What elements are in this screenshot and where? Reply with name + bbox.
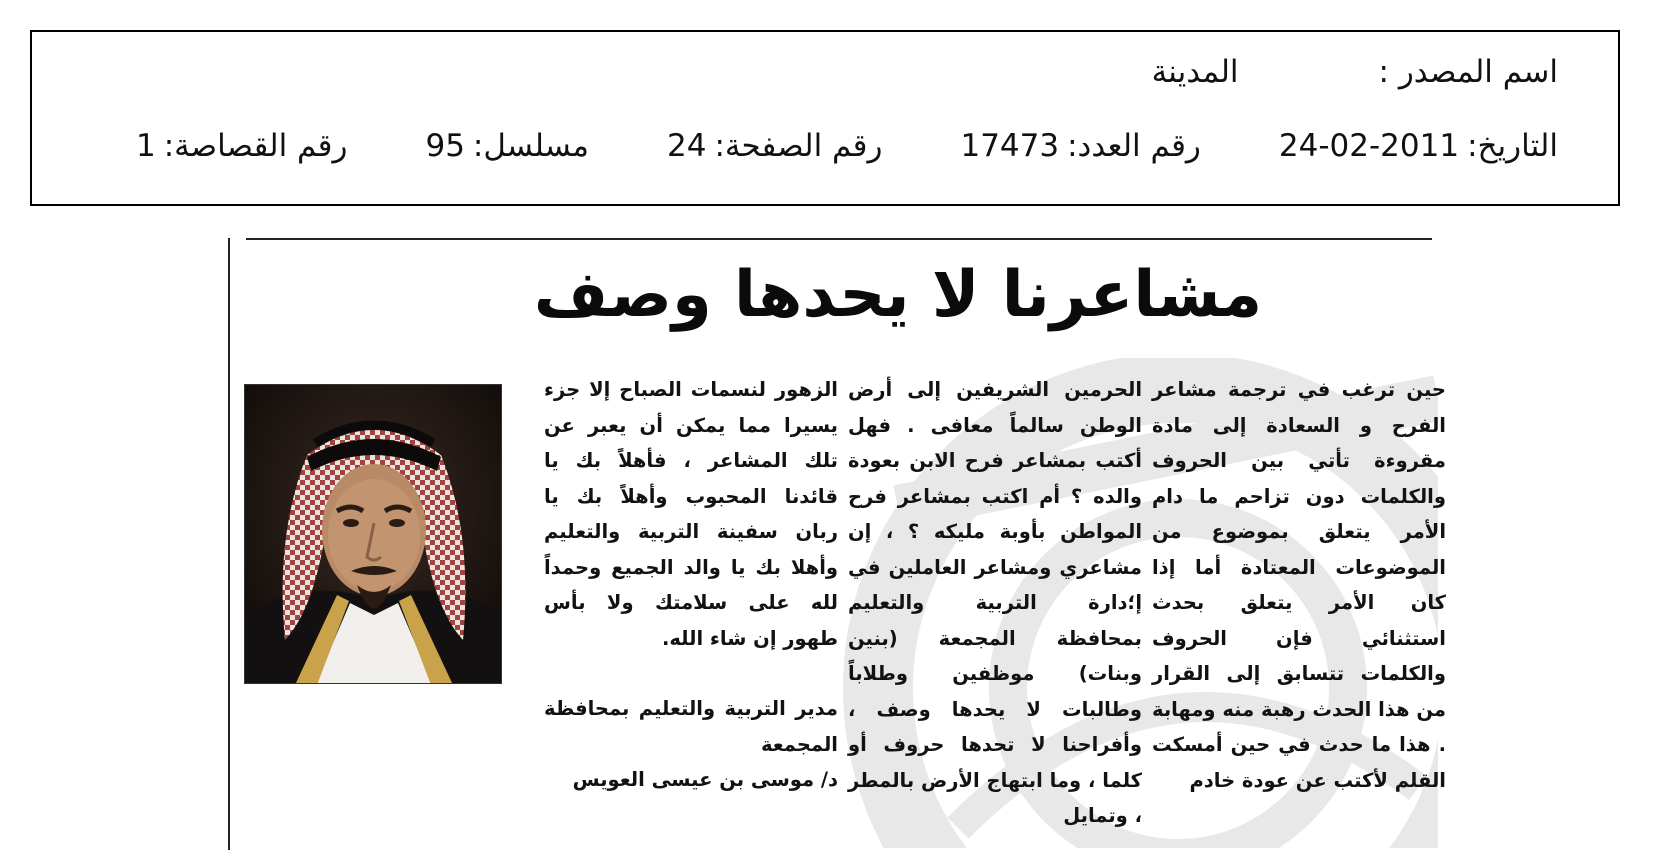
metadata-row-source <box>92 54 1558 90</box>
author-portrait-photo <box>244 384 502 684</box>
article-column-3 <box>544 372 838 798</box>
author-name: د/ موسى بن عيسى العويس <box>572 768 838 791</box>
article-column-1 <box>1152 372 1446 798</box>
clip-number-field <box>136 128 347 164</box>
metadata-row-details <box>92 128 1558 164</box>
source-value: المدينة <box>1151 54 1239 90</box>
clip-number-value: 1 <box>136 128 156 164</box>
clipping-top-rule <box>246 238 1432 240</box>
portrait-photo-icon <box>245 385 502 684</box>
article-paragraph: الحرمين الشريفين إلى أرض الوطن سالماً معافى . فهل أكتب بمشاعر فرح الابن بعودة والده ؟ أم اكتب بمشاعر فرح المواطن بأوبة مليكه ؟ ، إن مشاعري ومشاعر العاملين في إ؛دارة التربية والتعليم بمحافظة المجمعة (بنين وبنات) موظفين وطلاباً وطالبات لا يحدها وصف ، وأفراحنا لا تحدها حروف أو كلما ، وما ابتهاج الأرض بالمطر ، وتمايل <box>848 378 1142 827</box>
issue-field <box>960 128 1200 164</box>
serial-field <box>425 128 589 164</box>
clipping-metadata-box <box>30 30 1620 206</box>
issue-label: رقم العدد: <box>1067 128 1201 164</box>
serial-label: مسلسل: <box>472 128 590 164</box>
article-paragraph: الزهور لنسمات الصباح إلا جزء يسيرا مما يمكن أن يعبر عن تلك المشاعر ، فأهلاً بك يا قائدنا المحبوب وأهلاً بك يا ربان سفينة التربية والتعليم وأهلا بك يا والد الجميع وحمداً لله على سلامتك ولا بأس طهور إن شاء الله. <box>544 378 838 650</box>
page-value: 24 <box>667 128 707 164</box>
article-column-2 <box>848 372 1142 834</box>
date-value: 24-02-2011 <box>1278 128 1460 164</box>
serial-value: 95 <box>425 128 465 164</box>
issue-value: 17473 <box>960 128 1060 164</box>
newspaper-clipping <box>228 238 1446 850</box>
source-label: اسم المصدر : <box>1378 54 1558 90</box>
article-paragraph: حين ترغب في ترجمة مشاعر الفرح و السعادة إلى مادة مقروءة تأتي بين الحروف والكلمات دون تزاحم ما دام الأمر يتعلق بموضوع من الموضوعات المعتادة أما إذا كان الأمر يتعلق بحدث استثنائي فإن الحروف والكلمات تتسابق إلى القرار من هذا الحدث رهبة منه ومهابة . هذا ما حدث في حين أمسكت القلم لأكتب عن عودة خادم <box>1152 378 1446 792</box>
page-label: رقم الصفحة: <box>714 128 883 164</box>
author-title: مدير التربية والتعليم بمحافظة المجمعة <box>544 697 838 756</box>
page-field <box>667 128 882 164</box>
clipping-left-rule <box>228 238 230 850</box>
date-label: التاريخ: <box>1467 128 1558 164</box>
clip-number-label: رقم القصاصة: <box>163 128 348 164</box>
article-headline: مشاعرنا لا يحدها وصف <box>533 258 1263 332</box>
date-field <box>1279 128 1558 164</box>
column-spacer <box>544 656 838 691</box>
